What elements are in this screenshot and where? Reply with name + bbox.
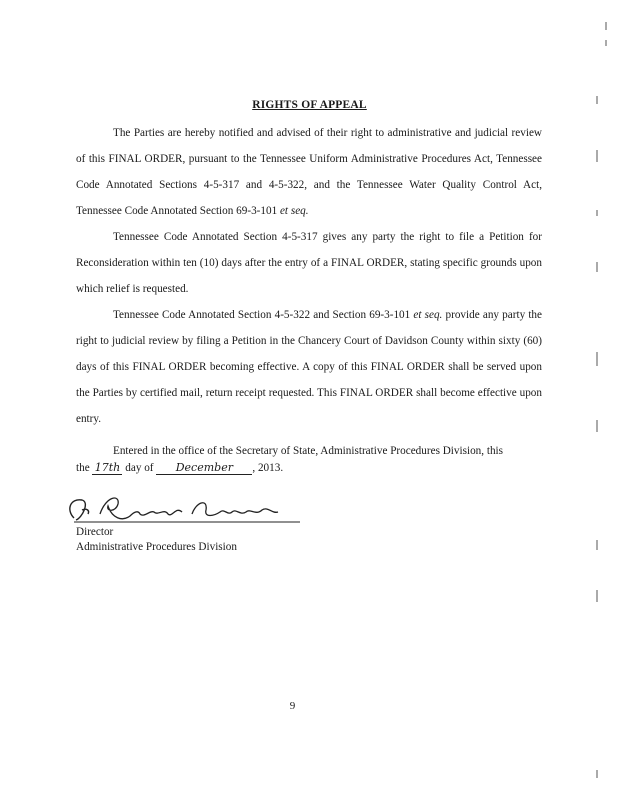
entered-year: , 2013.	[252, 462, 284, 474]
section-title: RIGHTS OF APPEAL	[252, 99, 367, 111]
paragraph-segment: The Parties are hereby notified and advised of their right to administrative and judicial review of this FINAL ORDER, pursuant to the Tennessee Uniform Administrative Procedures Act, Tennessee Code Annotated Sections 4-5-317 and 4-5-322, and the Tennessee Water Quality Control Act, Tennessee Code Annotated Section 69-3-101	[76, 127, 542, 217]
paragraph-segment: Tennessee Code Annotated Section 4-5-322 and Section 69-3-101	[113, 309, 414, 321]
paragraph-segment: Tennessee Code Annotated Section 4-5-317 gives any party the right to file a Petition for Reconsideration within ten (10) days after the entry of a FINAL ORDER, stating specific grounds upon which relief is requested.	[76, 231, 542, 295]
entered-month-value: December	[156, 461, 252, 475]
paragraph-segment: et seq.	[279, 205, 309, 217]
entered-day-value: 17th	[92, 461, 122, 475]
entered-day-of: day of	[125, 462, 154, 474]
director-title: Director	[76, 526, 114, 538]
division-name: Administrative Procedures Division	[76, 541, 237, 553]
entered-the: the	[76, 462, 90, 474]
paragraph-segment: et seq.	[413, 309, 443, 321]
paragraph-segment: provide any party the right to judicial review by filing a Petition in the Chancery Court of Davidson County within sixty (60) days of this FINAL ORDER becoming effective. A copy of this FINAL ORDER shall be served upon the Parties by certified mail, return receipt requested. This FINAL ORDER shall become effective upon entry.	[76, 309, 542, 425]
entered-line: Entered in the office of the Secretary of State, Administrative Procedures Division, this	[113, 445, 504, 457]
page-number: 9	[289, 700, 296, 712]
